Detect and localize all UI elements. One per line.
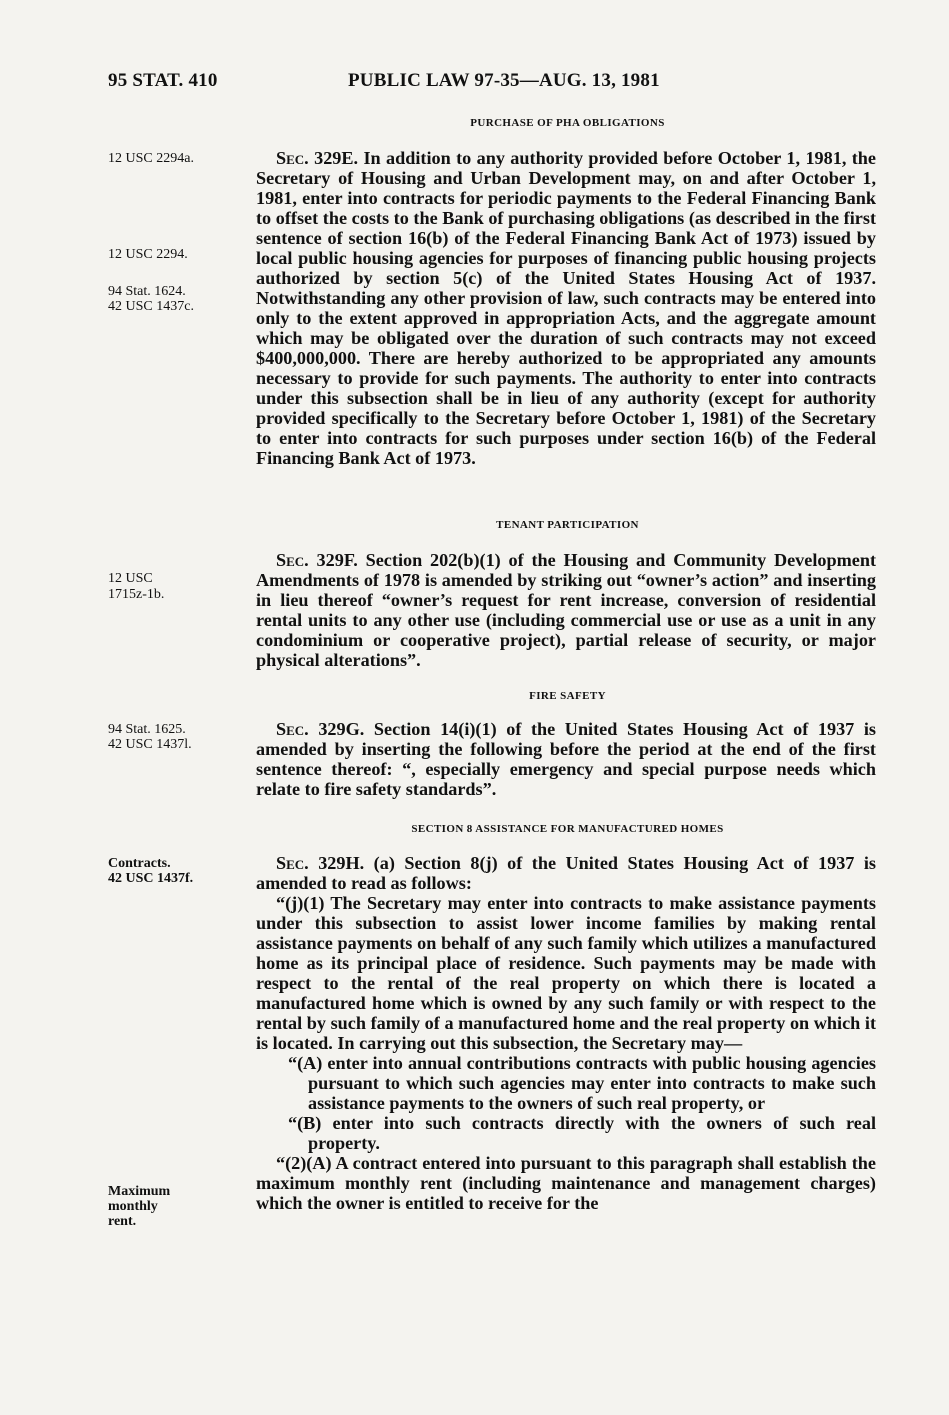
section-329g-text: 329G. Section 14(i)(1) of the United States Housing Act of 1937 is amended by inserting the following before the period at the end of the first sentence thereof: “, especially emergency and special purpose needs which relate to fire safety standards”.	[256, 719, 876, 799]
margin-note: 1715z-1b.	[108, 587, 165, 602]
margin-note: 12 USC 2294a.	[108, 151, 194, 166]
margin-note: 42 USC 1437f.	[108, 871, 194, 886]
margin-note: monthly	[108, 1199, 158, 1214]
margin-note: 42 USC 1437l.	[108, 737, 192, 752]
margin-note: rent.	[108, 1214, 137, 1229]
heading-fire-safety: FIRE SAFETY	[529, 690, 606, 702]
margin-note: 94 Stat. 1624.	[108, 284, 186, 299]
section-label: Sec.	[276, 853, 309, 873]
section-label: Sec.	[276, 719, 309, 739]
margin-note: Maximum	[108, 1184, 171, 1199]
section-329e	[256, 148, 876, 468]
margin-note: 94 Stat. 1625.	[108, 722, 186, 737]
margin-note: Contracts.	[108, 856, 171, 871]
section-329f-text: 329F. Section 202(b)(1) of the Housing and Community Development Amendments of 1978 is amended by striking out “owner’s action” and inserting in lieu thereof “owner’s request for rent increase, conversion of residential rental units to any other use (including commercial use or use as a unit in any condominium or cooperative project), partial release of security, or major physical alterations”.	[256, 550, 876, 670]
section-329g	[256, 719, 876, 799]
page-stat-number: 95 STAT. 410	[108, 70, 218, 91]
margin-note: 12 USC 2294.	[108, 247, 188, 262]
heading-tenant-participation: TENANT PARTICIPATION	[496, 519, 639, 531]
section-329f	[256, 550, 876, 670]
paragraph-j1: “(j)(1) The Secretary may enter into contracts to make assistance payments under this subsection to assist lower income families by making rental assistance payments on behalf of any such family which utilizes a manufactured home as its principal place of residence. Such payments may be made with respect to the rental of the real property on which there is located a manufactured home which is owned by any such family or with respect to the rental by such family of a manufactured home and the real property on which it is located. In carrying out this subsection, the Secretary may—	[256, 893, 876, 1053]
paragraph-a: “(A) enter into annual contributions contracts with public housing agencies pursuant to which such agencies may enter into contracts to make such assistance payments to the owners of such real property, or	[288, 1053, 876, 1113]
section-label: Sec.	[276, 550, 309, 570]
section-329e-text: 329E. In addition to any authority provided before October 1, 1981, the Secretary of Housing and Urban Development may, on and after October 1, 1981, enter into contracts for periodic payments to the Federal Financing Bank to offset the costs to the Bank of purchasing obligations (as described in the first sentence of section 16(b) of the Federal Financing Bank Act of 1973) issued by local public housing agencies for purposes of financing public housing projects authorized by section 5(c) of the United States Housing Act of 1937. Notwithstanding any other provision of law, such contracts may be entered into only to the extent approved in appropriation Acts, and the aggregate amount which may be obligated over the duration of such contracts may not exceed $400,000,000. There are hereby authorized to be appropriated any amounts necessary to provide for such payments. The authority to enter into contracts under this subsection shall be in lieu of any authority (except for authority provided specifically to the Secretary before October 1, 1981) of the Secretary to enter into contracts for such purposes under section 16(b) of the Federal Financing Bank Act of 1973.	[256, 148, 876, 468]
heading-purchase-pha: PURCHASE OF PHA OBLIGATIONS	[470, 117, 665, 129]
margin-note: 42 USC 1437c.	[108, 299, 194, 314]
section-329h	[256, 853, 876, 1213]
margin-note: 12 USC	[108, 571, 153, 586]
heading-section-8-assistance: SECTION 8 ASSISTANCE FOR MANUFACTURED HOMES	[411, 823, 724, 835]
section-label: Sec.	[276, 148, 309, 168]
paragraph-b: “(B) enter into such contracts directly with the owners of such real property.	[288, 1113, 876, 1153]
paragraph-2a: “(2)(A) A contract entered into pursuant to this paragraph shall establish the maximum monthly rent (including maintenance and management charges) which the owner is entitled to receive for the	[256, 1153, 876, 1213]
page-running-title: PUBLIC LAW 97-35—AUG. 13, 1981	[348, 70, 660, 91]
section-329h-text: 329H. (a) Section 8(j) of the United States Housing Act of 1937 is amended to read as follows:	[256, 853, 876, 893]
